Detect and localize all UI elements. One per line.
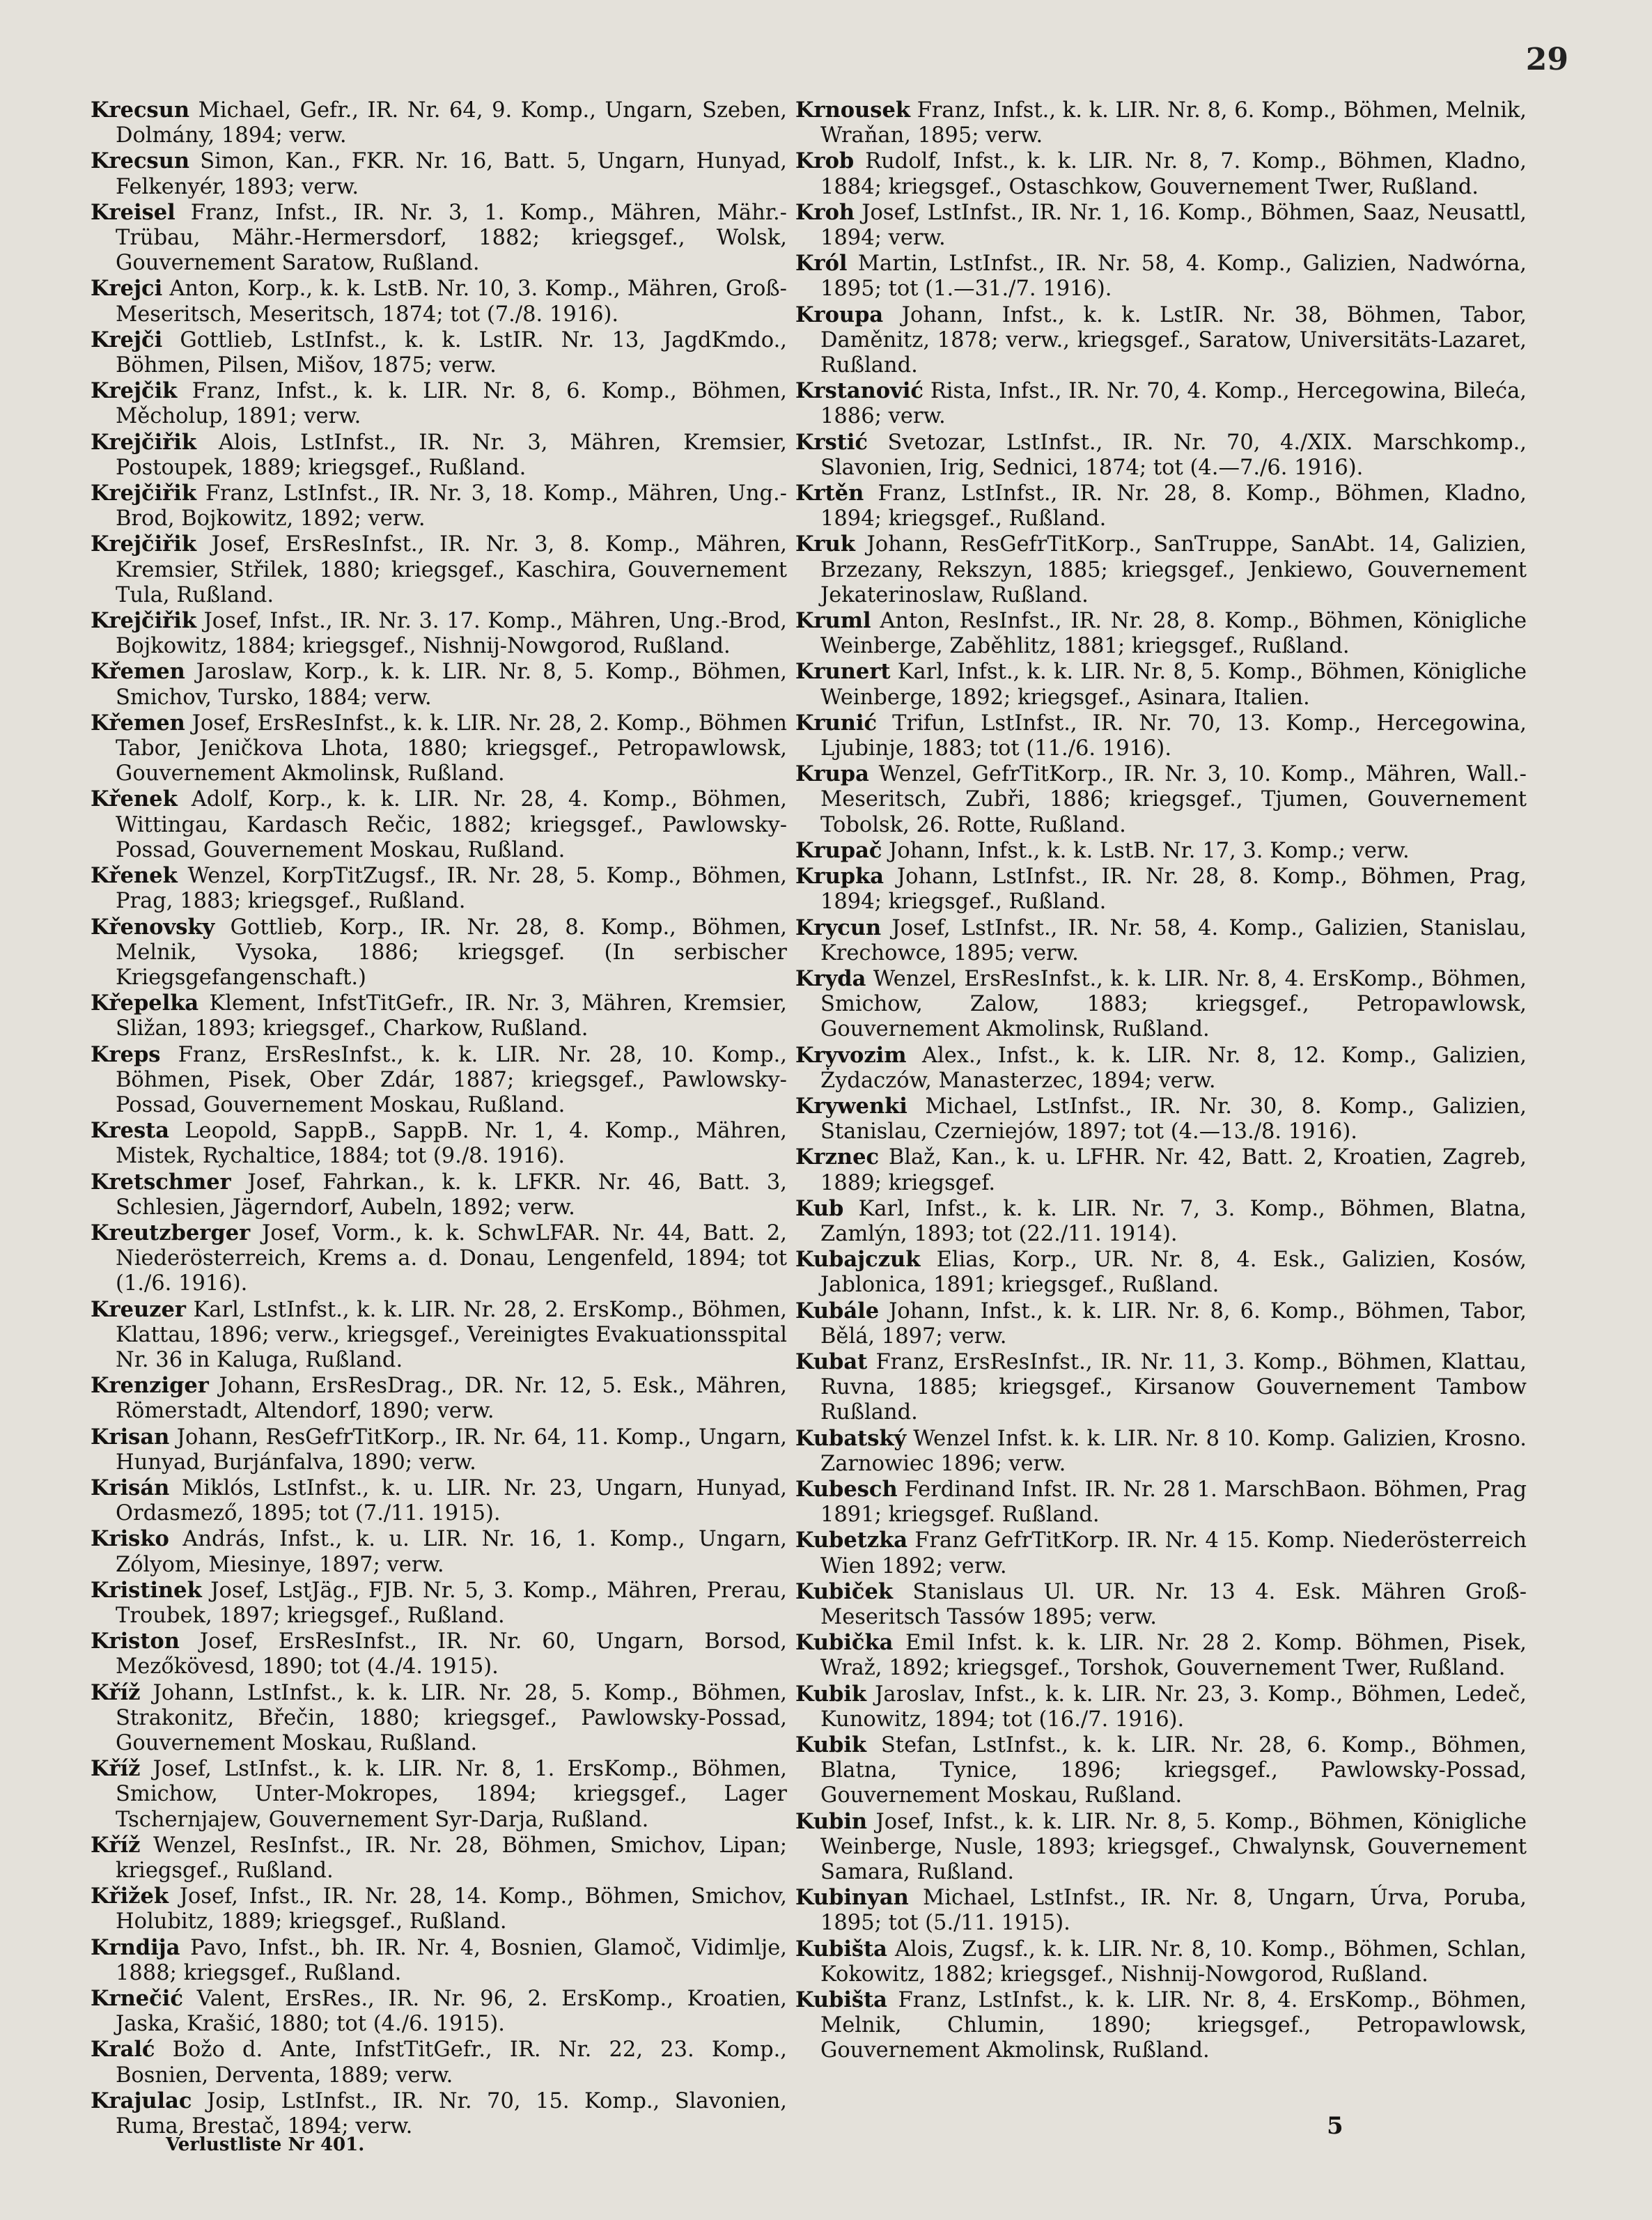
list-entry [91,608,787,659]
entry-details: Franz, ErsResInfst., k. k. LIR. Nr. 28, 10. Komp., Böhmen, Pisek, Ober Zdár, 1887; kriegsgef., Pawlowsky-Possad, Gouvernement Moskau, Rußland. [116,1042,787,1117]
entry-details: Johann, LstInfst., IR. Nr. 28, 8. Komp., Böhmen, Prag, 1894; kriegsgef., Rußland. [820,864,1527,915]
list-entry [91,1833,787,1884]
entry-surname: Kroupa [795,302,884,327]
entry-surname: Kubetzka [795,1528,908,1553]
entry-surname: Krejčiřik [91,608,196,634]
list-entry [795,1987,1527,2064]
entry-details: Franz, Infst., IR. Nr. 3, 1. Komp., Mähren, Mähr.-Trübau, Mähr.-Hermersdorf, 1882; kriegsgef., Wolsk, Gouvernement Saratow, Rußland. [116,200,787,276]
list-entry [795,531,1527,608]
entry-details: Alex., Infst., k. k. LIR. Nr. 8, 12. Komp., Galizien, Żydaczów, Manasterzec, 1894; verw. [820,1043,1527,1093]
list-entry [91,276,787,327]
entry-details: Michael, LstInfst., IR. Nr. 30, 8. Komp., Galizien, Stanislau, Czerniejów, 1897; tot (4.—13./8. 1916). [820,1094,1527,1144]
entry-surname: Krecsun [91,148,190,174]
entry-details: Johann, Infst., k. k. LstB. Nr. 17, 3. Komp.; verw. [882,838,1410,863]
entry-details: Josef, Fahrkan., k. k. LFKR. Nr. 46, Batt. 3, Schlesien, Jägerndorf, Aubeln, 1892; verw. [116,1170,787,1220]
entry-details: Franz, Infst., k. k. LIR. Nr. 8, 6. Komp., Böhmen, Melnik, Wraňan, 1895; verw. [820,98,1527,148]
entry-details: András, Infst., k. u. LIR. Nr. 16, 1. Komp., Ungarn, Zólyom, Miesinye, 1897; verw. [116,1527,787,1577]
list-entry [91,148,787,199]
entry-surname: Kubin [795,1808,868,1834]
entry-surname: Kreisel [91,199,176,225]
entry-details: Leopold, SappB., SappB. Nr. 1, 4. Komp., Mähren, Mistek, Rychaltice, 1884; tot (9./8. 1916). [116,1119,787,1169]
entry-surname: Kubička [795,1630,894,1656]
list-entry [795,378,1527,429]
entry-details: Karl, Infst., k. k. LIR. Nr. 7, 3. Komp., Böhmen, Blatna, Zamlýn, 1893; tot (22./11. 1914). [820,1196,1527,1246]
entry-details: Božo d. Ante, InfstTitGefr., IR. Nr. 22, 23. Komp., Bosnien, Derventa, 1889; verw. [116,2037,787,2088]
entry-details: Josip, LstInfst., IR. Nr. 70, 15. Komp., Slavonien, Ruma, Brestač, 1894; verw. [116,2088,787,2139]
entry-details: Josef, Infst., IR. Nr. 28, 14. Komp., Böhmen, Smichov, Holubitz, 1889; kriegsgef., Rußland. [116,1884,787,1934]
entry-surname: Kubišta [795,1936,887,1962]
entry-details: Michael, Gefr., IR. Nr. 64, 9. Komp., Ungarn, Szeben, Dolmány, 1894; verw. [116,98,787,148]
entry-details: Alois, LstInfst., IR. Nr. 3, Mähren, Kremsier, Postoupek, 1889; kriegsgef., Rußland. [116,430,787,480]
entry-details: Anton, ResInfst., IR. Nr. 28, 8. Komp., Böhmen, Königliche Weinberge, Zaběhlitz, 1881; kriegsgef., Rußland. [820,609,1527,659]
entry-details: Emil Infst. k. k. LIR. Nr. 28 2. Komp. Böhmen, Pisek, Wraž, 1892; kriegsgef., Torshok, Gouvernement Twer, Rußland. [820,1631,1527,1681]
entry-details: Karl, Infst., k. k. LIR. Nr. 8, 5. Komp., Böhmen, Königliche Weinberge, 1892; kriegsgef., Asinara, Italien. [820,660,1527,710]
entry-surname: Kubesch [795,1476,898,1502]
list-entry [91,481,787,531]
list-entry [91,1986,787,2037]
list-entry [795,1936,1527,1987]
list-entry [91,1297,787,1374]
entry-surname: Krisan [91,1424,170,1450]
list-entry [91,711,787,787]
entry-details: Wenzel, KorpTitZugsf., IR. Nr. 28, 5. Komp., Böhmen, Prag, 1883; kriegsgef., Rußland. [116,864,787,914]
list-entry [795,1579,1527,1630]
entry-details: Svetozar, LstInfst., IR. Nr. 70, 4./XIX. Marschkomp., Slavonien, Irig, Sednici, 1874; tot (4.—7./6. 1916). [820,430,1527,480]
list-entry [91,1118,787,1169]
list-entry [795,1196,1527,1247]
entry-surname: Krycun [795,915,882,940]
entry-details: Ferdinand Infst. IR. Nr. 28 1. MarschBaon. Böhmen, Prag 1891; kriegsgef. Rußland. [820,1477,1527,1528]
entry-details: Pavo, Infst., bh. IR. Nr. 4, Bosnien, Glamoč, Vidimlje, 1888; kriegsgef., Rußland. [116,1935,787,1985]
list-entry [91,915,787,991]
list-entry [91,1170,787,1220]
entry-details: Alois, Zugsf., k. k. LIR. Nr. 8, 10. Komp., Böhmen, Schlan, Kokowitz, 1882; kriegsgef., Nishnij-Nowgorod, Rußland. [820,1936,1527,1987]
entry-details: Josef, LstInfst., IR. Nr. 58, 4. Komp., Galizien, Stanislau, Krechowce, 1895; verw. [820,915,1527,965]
list-entry [795,1247,1527,1298]
entry-surname: Krupka [795,864,884,890]
entry-details: Wenzel Infst. k. k. LIR. Nr. 8 10. Komp. Galizien, Krosno. Zarnowiec 1896; verw. [820,1426,1527,1476]
entry-surname: Křemen [91,659,185,685]
list-entry [795,711,1527,761]
entry-surname: Kříž [91,1679,141,1705]
entry-surname: Kub [795,1195,844,1221]
list-entry [795,761,1527,838]
list-entry [91,98,787,148]
list-entry [795,659,1527,710]
entry-details: Valent, ErsRes., IR. Nr. 96, 2. ErsKomp., Kroatien, Jaska, Krašić, 1880; tot (4./6. 1915). [116,1987,787,2037]
entry-surname: Kresta [91,1118,170,1144]
list-entry [795,1885,1527,1936]
entry-surname: Kruml [795,608,871,634]
entry-surname: Krejčiřik [91,531,196,557]
entry-details: Franz GefrTitKorp. IR. Nr. 4 15. Komp. Niederösterreich Wien 1892; verw. [820,1528,1527,1578]
entry-details: Trifun, LstInfst., IR. Nr. 70, 13. Komp., Hercegowina, Ljubinje, 1883; tot (11./6. 1916). [820,711,1527,761]
entry-details: Elias, Korp., UR. Nr. 8, 4. Esk., Galizien, Kosów, Jablonica, 1891; kriegsgef., Rußland. [820,1248,1527,1298]
entry-surname: Krejčik [91,378,178,404]
entry-surname: Krejčiřik [91,429,196,455]
entry-surname: Kubik [795,1732,867,1757]
entry-details: Miklós, LstInfst., k. u. LIR. Nr. 23, Ungarn, Hunyad, Ordasmező, 1895; tot (7./11. 1915). [116,1475,787,1526]
entry-surname: Krtěn [795,481,864,506]
entry-surname: Kretschmer [91,1169,231,1195]
list-entry [91,1629,787,1679]
list-entry [91,378,787,429]
entry-surname: Křepelka [91,991,199,1016]
entry-surname: Kubat [795,1349,868,1374]
entry-surname: Krywenki [795,1093,907,1119]
entry-surname: Krznec [795,1144,880,1170]
entry-surname: Krunić [795,710,878,736]
list-entry [91,1578,787,1629]
entry-details: Adolf, Korp., k. k. LIR. Nr. 28, 4. Komp., Böhmen, Wittingau, Kardasch Rečic, 1882; kriegsgef., Pawlowsky-Possad, Gouvernement Moskau, Rußland. [116,787,787,862]
entry-details: Wenzel, ErsResInfst., k. k. LIR. Nr. 8, 4. ErsKomp., Böhmen, Smichow, Zalow, 1883; kriegsgef., Petropawlowsk, Gouvernement Akmolinsk, Rußland. [820,966,1527,1042]
entry-surname: Kryda [795,965,866,991]
entry-details: Franz, ErsResInfst., IR. Nr. 11, 3. Komp., Böhmen, Klattau, Ruvna, 1885; kriegsgef., Kirsanow Gouvernement Tambow Rußland. [820,1349,1527,1425]
entry-details: Josef, Infst., IR. Nr. 3. 17. Komp., Mähren, Ung.-Brod, Bojkowitz, 1884; kriegsgef., Nishnij-Nowgorod, Rußland. [116,609,787,659]
entry-details: Wenzel, ResInfst., IR. Nr. 28, Böhmen, Smichov, Lipan; kriegsgef., Rußland. [116,1833,787,1884]
entry-details: Franz, Infst., k. k. LIR. Nr. 8, 6. Komp., Böhmen, Měcholup, 1891; verw. [116,379,787,429]
list-entry [795,1426,1527,1477]
entry-surname: Krisko [91,1526,169,1552]
entry-surname: Kralć [91,2037,155,2063]
entry-details: Wenzel, GefrTitKorp., IR. Nr. 3, 10. Komp., Mähren, Wall.-Meseritsch, Zubři, 1886; kriegsgef., Tjumen, Gouvernement Tobolsk, 26. Rotte, Rußland. [820,762,1527,837]
entry-surname: Krenziger [91,1373,209,1399]
list-entry [91,1373,787,1424]
entry-surname: Kubále [795,1298,880,1324]
entry-details: Michael, LstInfst., IR. Nr. 8, Ungarn, Úrva, Poruba, 1895; tot (5./11. 1915). [820,1886,1527,1936]
entry-details: Josef, LstInfst., IR. Nr. 1, 16. Komp., Böhmen, Saaz, Neusattl, 1894; verw. [820,200,1527,251]
list-entry [795,1144,1527,1195]
entry-surname: Křenek [91,786,178,812]
entry-details: Gottlieb, LstInfst., k. k. LstIR. Nr. 13, JagdKmdo., Böhmen, Pilsen, Mišov, 1875; verw. [116,327,787,378]
entry-surname: Kreutzberger [91,1220,251,1245]
entry-surname: Krajulac [91,2088,192,2113]
entry-surname: Kříž [91,1756,141,1782]
entry-details: Johann, ResGefrTitKorp., IR. Nr. 64, 11. Komp., Ungarn, Hunyad, Burjánfalva, 1890; verw. [116,1425,787,1475]
list-entry [795,98,1527,148]
page-number: 29 [1525,42,1568,77]
list-entry [91,1935,787,1986]
list-entry [91,531,787,608]
entry-surname: Kruk [795,531,855,557]
footer-list-number: Verlustliste Nr 401. [166,2134,365,2155]
list-entry [795,864,1527,915]
entry-details: Stefan, LstInfst., k. k. LIR. Nr. 28, 6. Komp., Böhmen, Blatna, Tynice, 1896; kriegsgef., Pawlowsky-Possad, Gouvernement Moskau, Rußland. [820,1733,1527,1808]
list-entry [795,608,1527,659]
entry-surname: Kubatský [795,1425,907,1451]
entry-surname: Krupač [795,837,882,863]
list-entry [795,1043,1527,1094]
list-entry [795,838,1527,864]
right-column [795,98,1527,2064]
list-entry [91,1884,787,1934]
list-entry [795,1349,1527,1426]
entry-surname: Kříž [91,1832,141,1858]
entry-surname: Krupa [795,761,869,787]
entry-surname: Krunert [795,659,891,685]
entry-surname: Krejčiřik [91,481,196,506]
list-entry [91,327,787,378]
entry-details: Rista, Infst., IR. Nr. 70, 4. Komp., Hercegowina, Bileća, 1886; verw. [820,379,1527,429]
list-entry [91,1526,787,1577]
list-entry [795,1477,1527,1528]
entry-surname: Krejci [91,276,163,302]
entry-details: Johann, ResGefrTitKorp., SanTruppe, SanAbt. 14, Galizien, Brzezany, Rekszyn, 1885; kriegsgef., Jenkiewo, Gouvernement Jekaterinoslaw, Rußland. [820,532,1527,607]
entry-details: Johann, Infst., k. k. LIR. Nr. 8, 6. Komp., Böhmen, Tabor, Bělá, 1897; verw. [820,1298,1527,1349]
list-entry [795,1809,1527,1886]
entry-surname: Krejči [91,327,163,352]
list-entry [795,966,1527,1043]
entry-details: Franz, LstInfst., IR. Nr. 3, 18. Komp., Mähren, Ung.-Brod, Bojkowitz, 1892; verw. [116,481,787,531]
entry-surname: Kroh [795,199,855,225]
list-entry [91,659,787,710]
list-entry [795,1732,1527,1809]
list-entry [795,302,1527,379]
entry-surname: Kubinyan [795,1885,909,1911]
entry-surname: Kreuzer [91,1296,186,1322]
entry-surname: Kristinek [91,1577,202,1603]
entry-surname: Kubajczuk [795,1247,921,1273]
entry-surname: Křemen [91,710,185,736]
entry-surname: Krstić [795,429,868,455]
footer-sheet-number: 5 [1327,2112,1343,2140]
entry-surname: Kubišta [795,1987,887,2013]
entry-surname: Krecsun [91,98,190,123]
entry-details: Johann, LstInfst., k. k. LIR. Nr. 28, 5. Komp., Böhmen, Strakonitz, Břečin, 1880; kriegsgef., Pawlowsky-Possad, Gouvernement Moskau, Rußland. [116,1680,787,1755]
entry-surname: Krnousek [795,98,910,123]
list-entry [795,915,1527,966]
entry-details: Gottlieb, Korp., IR. Nr. 28, 8. Komp., Böhmen, Melnik, Vysoka, 1886; kriegsgef. (In serbischer Kriegsgefangenschaft.) [116,915,787,990]
entry-details: Klement, InfstTitGefr., IR. Nr. 3, Mähren, Kremsier, Sližan, 1893; kriegsgef., Charkow, Rußland. [116,991,787,1041]
list-entry [795,430,1527,481]
list-entry [91,200,787,277]
entry-surname: Křenovsky [91,914,215,940]
list-entry [795,1630,1527,1681]
entry-surname: Król [795,251,848,277]
entry-details: Martin, LstInfst., IR. Nr. 58, 4. Komp., Galizien, Nadwórna, 1895; tot (1.—31./7. 1916). [820,251,1527,302]
entry-details: Josef, ErsResInfst., k. k. LIR. Nr. 28, 2. Komp., Böhmen Tabor, Jeničkova Lhota, 1880; kriegsgef., Petropawlowsk, Gouvernement Akmolinsk, Rußland. [116,711,787,786]
list-entry [795,481,1527,531]
entry-surname: Krnečić [91,1986,183,2012]
entry-surname: Křenek [91,863,178,889]
list-entry [795,1528,1527,1578]
entry-surname: Krisán [91,1475,170,1500]
entry-details: Stanislaus Ul. UR. Nr. 13 4. Esk. Mähren Groß-Meseritsch Tassów 1895; verw. [820,1579,1527,1629]
entry-details: Karl, LstInfst., k. k. LIR. Nr. 28, 2. ErsKomp., Böhmen, Klattau, 1896; verw., kriegsgef., Vereinigtes Evakuationsspital Nr. 36 in Kaluga, Rußland. [116,1297,787,1372]
entry-surname: Krstanović [795,378,924,404]
entry-details: Franz, LstInfst., IR. Nr. 28, 8. Komp., Böhmen, Kladno, 1894; kriegsgef., Rußland. [820,481,1527,531]
list-entry [91,430,787,481]
entry-details: Johann, Infst., k. k. LstIR. Nr. 38, Böhmen, Tabor, Daměnitz, 1878; verw., kriegsgef., Saratow, Universitäts-Lazaret, Rußland. [820,302,1527,378]
entry-details: Blaž, Kan., k. u. LFHR. Nr. 42, Batt. 2, Kroatien, Zagreb, 1889; kriegsgef. [820,1145,1527,1195]
entry-details: Josef, Vorm., k. k. SchwLFAR. Nr. 44, Batt. 2, Niederösterreich, Krems a. d. Donau, Lengenfeld, 1894; tot (1./6. 1916). [116,1220,787,1296]
entry-details: Josef, LstInfst., k. k. LIR. Nr. 8, 1. ErsKomp., Böhmen, Smichow, Unter-Mokropes, 1894; kriegsgef., Lager Tschernjajew, Gouvernement Syr-Darja, Rußland. [116,1757,787,1832]
entry-surname: Kriston [91,1629,180,1654]
list-entry [91,1042,787,1119]
list-entry [91,2037,787,2088]
list-entry [795,251,1527,302]
entry-surname: Křižek [91,1884,169,1909]
entry-surname: Kryvozim [795,1042,907,1068]
entry-details: Simon, Kan., FKR. Nr. 16, Batt. 5, Ungarn, Hunyad, Felkenyér, 1893; verw. [116,149,787,199]
list-entry [91,863,787,914]
entry-surname: Kubik [795,1681,867,1707]
list-entry [91,1475,787,1526]
entry-surname: Kubiček [795,1578,894,1604]
list-entry [795,148,1527,199]
list-entry [91,1680,787,1757]
entry-surname: Krob [795,148,855,174]
entry-details: Johann, ErsResDrag., DR. Nr. 12, 5. Esk., Mähren, Römerstadt, Altendorf, 1890; verw. [116,1374,787,1424]
entry-details: Jaroslaw, Korp., k. k. LIR. Nr. 8, 5. Komp., Böhmen, Smichov, Tursko, 1884; verw. [116,660,787,710]
list-entry [91,786,787,863]
list-entry [795,1298,1527,1349]
list-entry [91,1425,787,1475]
entry-details: Josef, Infst., k. k. LIR. Nr. 8, 5. Komp., Böhmen, Königliche Weinberge, Nusle, 1893; kriegsgef., Chwalynsk, Gouvernement Samara, Rußland. [820,1809,1527,1885]
entry-details: Rudolf, Infst., k. k. LIR. Nr. 8, 7. Komp., Böhmen, Kladno, 1884; kriegsgef., Ostaschkow, Gouvernement Twer, Rußland. [820,149,1527,199]
list-entry [795,1094,1527,1144]
list-entry [91,1220,787,1297]
entry-surname: Krndija [91,1934,180,1960]
list-entry [795,1682,1527,1732]
entry-details: Franz, LstInfst., k. k. LIR. Nr. 8, 4. ErsKomp., Böhmen, Melnik, Chlumin, 1890; kriegsgef., Petropawlowsk, Gouvernement Akmolinsk, Rußland. [820,1988,1527,2063]
list-entry [91,2088,787,2139]
list-entry [795,200,1527,251]
entry-details: Jaroslav, Infst., k. k. LIR. Nr. 23, 3. Komp., Böhmen, Ledeč, Kunowitz, 1894; tot (16./7. 1916). [820,1682,1527,1732]
list-entry [91,991,787,1041]
entry-details: Anton, Korp., k. k. LstB. Nr. 10, 3. Komp., Mähren, Groß-Meseritsch, Meseritsch, 1874; tot (7./8. 1916). [116,277,787,327]
entry-details: Josef, ErsResInfst., IR. Nr. 3, 8. Komp., Mähren, Kremsier, Střilek, 1880; kriegsgef., Kaschira, Gouvernement Tula, Rußland. [116,532,787,607]
entry-surname: Kreps [91,1041,161,1067]
entry-details: Josef, LstJäg., FJB. Nr. 5, 3. Komp., Mähren, Prerau, Troubek, 1897; kriegsgef., Rußland. [116,1578,787,1628]
entry-details: Josef, ErsResInfst., IR. Nr. 60, Ungarn, Borsod, Mezőkövesd, 1890; tot (4./4. 1915). [116,1629,787,1679]
left-column [91,98,787,2139]
list-entry [91,1756,787,1833]
